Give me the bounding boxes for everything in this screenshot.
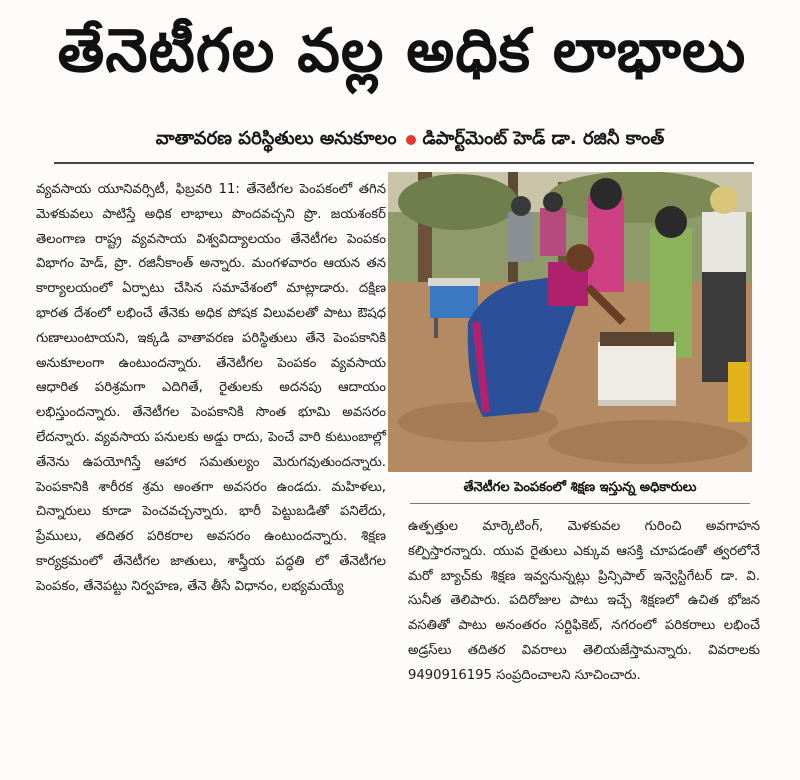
article-paragraph-left: వ్యవసాయ యూనివర్సిటీ, ఫిబ్రవరి 11: తేనెటీగల పెంపకంలో తగిన మెళకువలు పాటిస్తే అధిక లాభాలు పొందవచ్చని ప్రొ. జయశంకర్ తెలంగాణ రాష్ట్ర వ్యవసాయ విశ్వవిద్యాలయం తేనెటీగల పెంపకం విభాగం హెడ్, ప్రొ. రజినీకాంత్ అన్నారు. మంగళవారం ఆయన తన కార్యాలయంలో ఏర్పాటు చేసిన సమావేశంలో మాట్లాడారు. దక్షిణ భారత దేశంలో లభించే తేనెకు అధిక పోషక విలువలతో పాటు ఔషధ గుణాలుంటాయని, ఇక్కడి వాతావరణ పరిస్థితులు తేనె పెంపకానికి అనుకూలంగా ఉంటుందన్నారు. తేనెటీగల పెంపకం వ్యవసాయ ఆధారిత పరిశ్రమగా ఎదిగితే, రైతులకు అదనపు ఆదాయం లభిస్తుందన్నారు. తేనెటీగల పెంపకానికి సొంత భూమి అవసరం లేదన్నారు. వ్యవసాయ పనులకు అడ్డు రాదు, పెంచే వారి కుటుంబాల్లో తేనెను ఉపయోగిస్తే ఆహార సమతుల్యం మెరుగవుతుందన్నారు. పెంపకానికి శారీరక శ్రమ అంతగా అవసరం ఉండదు. మహిళలు, చిన్నారులు కూడా పెంచవచ్చన్నారు. భారీ పెట్టుబడితో పనిలేదు, ప్రేములు, తదితర పరికరాల అవసరం ఉంటుందన్నారు. శిక్షణ కార్యక్రమంలో తేనెటీగల జాతులు, శాస్త్రీయ పద్ధతి లో తేనెటీగల పెంపకం, తేనెపట్టు నిర్వహణ, తేనె తీసే విధానం, లభ్యమయ్యే: [36, 182, 386, 594]
subheadline: [60, 120, 760, 160]
headline: తేనెటీగల వల్ల అధిక లాభాలు: [57, 16, 747, 86]
bullet-dot-icon: [406, 135, 416, 145]
article-right-column: [408, 515, 760, 689]
caption-rule: [410, 503, 750, 504]
news-photo: [388, 172, 752, 472]
article-left-column: [36, 178, 386, 600]
beekeeping-training-photo: [388, 172, 752, 472]
subhead-left: వాతావరణ పరిస్థితులు అనుకూలం: [155, 127, 397, 149]
subhead-right: డిపార్ట్‌మెంట్ హెడ్ డా. రజినీ కాంత్: [422, 127, 665, 149]
subhead-rule: [54, 162, 754, 164]
photo-caption: తేనెటీగల పెంపకంలో శిక్షణ ఇస్తున్న అధికారులు: [463, 480, 697, 495]
article-paragraph-right: ఉత్పత్తుల మార్కెటింగ్, మెళకువల గురించి అవగాహన కల్పిస్తారన్నారు. యువ రైతులు ఎక్కువ ఆసక్తి చూపడంతో త్వరలోనే మరో బ్యాచ్‌కు శిక్షణ ఇవ్వనున్నట్లు ప్రిన్సిపాల్ ఇన్వెస్టిగేటర్ డా. వి. సునీత తెలిపారు. పదిరోజుల పాటు ఇచ్చే శిక్షణలో ఉచిత భోజన వసతితో పాటు అనంతరం సర్టిఫికెట్, నగరంలో పరికరాలు లభించే అడ్రస్‌లు తదితర వివరాలు తెలియజేస్తామన్నారు. వివరాలకు 9490916195 సంప్రదించాలని సూచించారు.: [408, 519, 760, 683]
